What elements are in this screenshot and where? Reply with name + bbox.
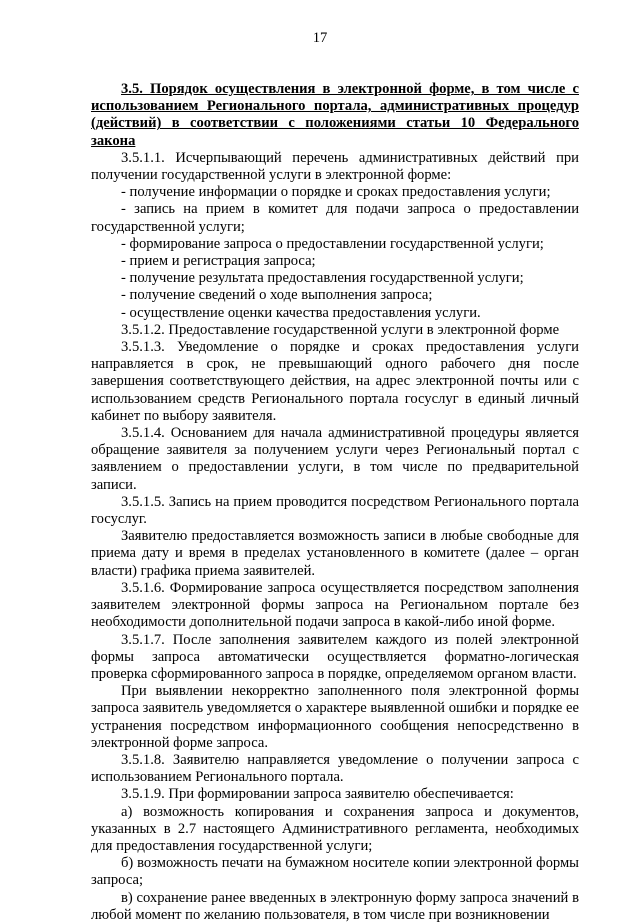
paragraph: При выявлении некорректно заполненного поля электронной формы запроса заявитель уведомляется о характере выявленной ошибки и порядке ее устранения посредством информационного сообщения непосредственно в электронной форме запроса. xyxy=(91,683,579,751)
paragraph-3-5-1-5: 3.5.1.5. Запись на прием проводится посредством Регионального портала госуслуг. xyxy=(91,493,579,528)
paragraph-3-5-1-4: 3.5.1.4. Основанием для начала административной процедуры является обращение заявителя за получением услуги через Региональный портал с заявлением о предоставлении услуги, в том числе по предварительной записи. xyxy=(91,425,579,493)
paragraph-3-5-1-1: 3.5.1.1. Исчерпывающий перечень административных действий при получении государственной услуги в электронной форме: xyxy=(91,149,579,184)
list-item: в) сохранение ранее введенных в электронную форму запроса значений в любой момент по желанию пользователя, в том числе при возникновении xyxy=(91,889,579,923)
list-item: - получение сведений о ходе выполнения запроса; xyxy=(121,287,433,304)
paragraph-3-5-1-7: 3.5.1.7. После заполнения заявителем каждого из полей электронной формы запроса автоматически осуществляется форматно-логическая проверка сформированного запроса в порядке, определяемом органом власти. xyxy=(91,631,579,682)
paragraph: Заявителю предоставляется возможность записи в любые свободные для приема дату и время в пределах установленного в комитете (далее – орган власти) графика приема заявителей. xyxy=(91,528,579,579)
page-number: 17 xyxy=(312,30,328,46)
paragraph-3-5-1-6: 3.5.1.6. Формирование запроса осуществляется посредством заполнения заявителем электронной формы запроса на Региональном портале без необходимости дополнительной подачи запроса в какой-либо иной форме. xyxy=(91,579,579,631)
section-heading: 3.5. Порядок осуществления в электронной форме, в том числе с использованием Регионального портала, административных процедур (действий) в соответствии с положениями статьи 10 Федерального закона xyxy=(91,81,579,149)
paragraph-3-5-1-9: 3.5.1.9. При формировании запроса заявителю обеспечивается: xyxy=(121,786,514,803)
list-item: б) возможность печати на бумажном носителе копии электронной формы запроса; xyxy=(91,855,579,889)
list-item: - запись на прием в комитет для подачи запроса о предоставлении государственной услуги; xyxy=(91,201,579,235)
paragraph-3-5-1-8: 3.5.1.8. Заявителю направляется уведомление о получении запроса с использованием Регионального портала. xyxy=(91,751,579,786)
list-item: - получение результата предоставления государственной услуги; xyxy=(121,270,524,287)
paragraph-3-5-1-2: 3.5.1.2. Предоставление государственной услуги в электронной форме xyxy=(121,321,560,338)
list-item: а) возможность копирования и сохранения запроса и документов, указанных в 2.7 настоящего Административного регламента, необходимых для предоставления государственной услуги; xyxy=(91,803,579,854)
list-item: - осуществление оценки качества предоставления услуги. xyxy=(121,304,481,321)
list-item: - получение информации о порядке и сроках предоставления услуги; xyxy=(121,184,551,201)
list-item: - формирование запроса о предоставлении государственной услуги; xyxy=(121,235,544,252)
document-body xyxy=(91,81,579,924)
list-item: - прием и регистрация запроса; xyxy=(121,253,316,270)
paragraph-3-5-1-3: 3.5.1.3. Уведомление о порядке и сроках предоставления услуги направляется в срок, не превышающий одного рабочего дня после завершения соответствующего действия, на адрес электронной почты или с использованием средств Регионального портала госуслуг в единый личный кабинет по выбору заявителя. xyxy=(91,339,579,424)
